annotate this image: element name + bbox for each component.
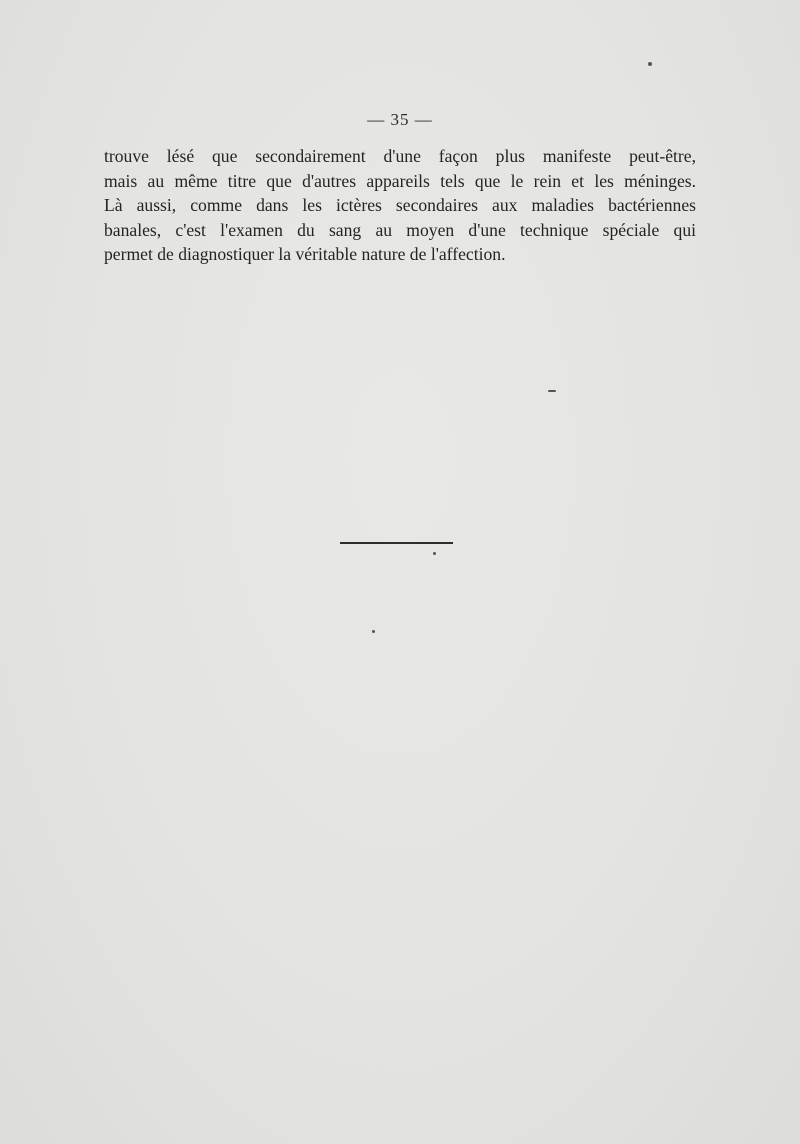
section-end-rule [340,542,453,544]
paper-speck [433,552,436,555]
paper-speck [548,390,556,392]
text-line-2: mais au même titre que d'autres appareils tels que le rein et les méninges. [104,170,696,191]
page-number: — 35 — [367,110,433,129]
text-line-5: permet de diagnostiquer la véritable nature de l'affection. [104,244,506,264]
body-paragraph [104,144,696,267]
paper-speck [372,630,375,633]
paper-speck [648,62,652,66]
text-line-4: banales, c'est l'examen du sang au moyen d'une technique spéciale qui [104,219,696,240]
text-line-1: trouve lésé que secondairement d'une façon plus manifeste peut-être, [104,146,696,166]
text-line-3: Là aussi, comme dans les ictères secondaires aux maladies bactériennes [104,195,696,215]
